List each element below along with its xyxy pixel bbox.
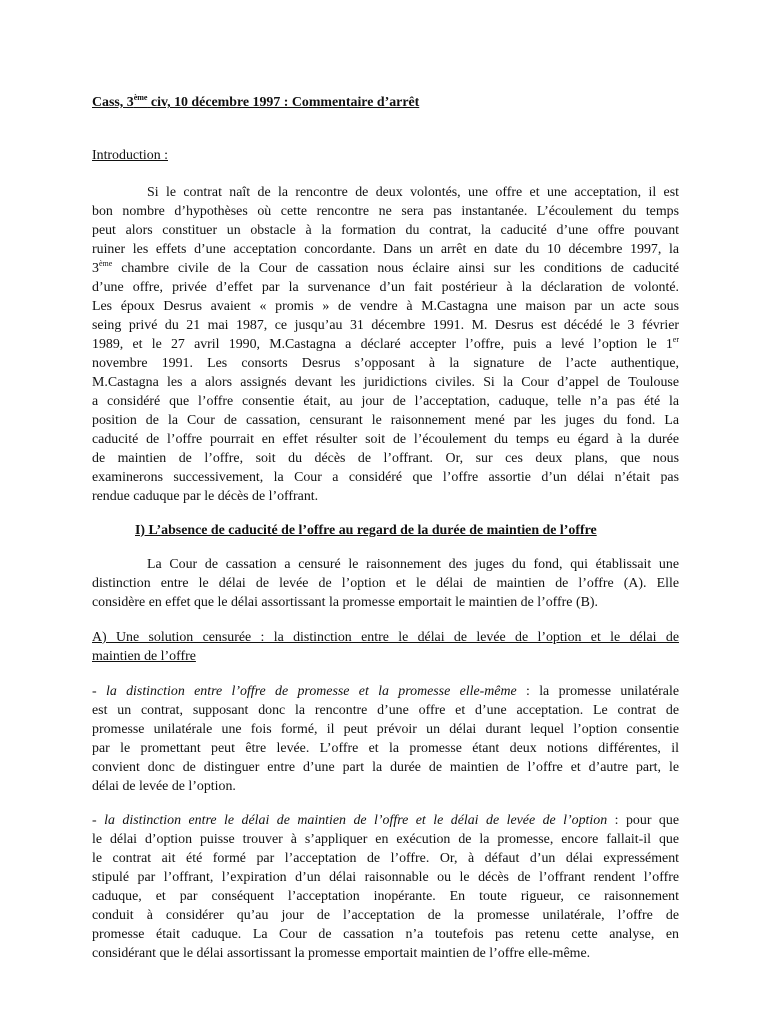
- document-title: Cass, 3ème civ, 10 décembre 1997 : Commentaire d’arrêt: [92, 93, 420, 110]
- paragraph-2-line: le contrat ait été formé par l’acceptation de l’offre. Or, à défaut d’un délai expressément: [92, 851, 679, 866]
- paragraph-1-line: convient donc de distinguer entre d’une part la durée de maintien de l’offre et d’autre part, le: [92, 760, 679, 775]
- intro-line: novembre 1991. Les consorts Desrus s’opposant à la signature de l’acte authentique,: [92, 356, 679, 371]
- intro-line: Si le contrat naît de la rencontre de deux volontés, une offre et une acceptation, il est: [147, 185, 679, 200]
- paragraph-1-line: est un contrat, supposant donc la rencontre d’une offre et d’une acceptation. Le contrat de: [92, 703, 679, 718]
- intro-line: Les époux Desrus avaient « promis » de vendre à M.Castagna une maison par un acte sous: [92, 299, 679, 314]
- paragraph-2-first-line: - la distinction entre le délai de maintien de l’offre et le délai de levée de l’option : pour que: [92, 813, 679, 828]
- intro-line: examinerons successivement, la Cour a considéré que l’offre assortie d’un délai n’était pas: [92, 470, 679, 485]
- intro-line: M.Castagna les a alors assignés devant les juridictions civiles. Si la Cour d’appel de Toulouse: [92, 375, 679, 390]
- paragraph-2-line: conduit à considérer qu’au jour de l’acceptation de la promesse unilatérale, l’offre de: [92, 908, 679, 923]
- part1-intro-line: distinction entre le délai de levée de l’option et le délai de maintien de l’offre (A). Elle: [92, 576, 679, 591]
- part1-heading: I) L’absence de caducité de l’offre au regard de la durée de maintien de l’offre: [135, 523, 597, 538]
- part1-intro-line: considère en effet que le délai assortissant la promesse emportait le maintien de l’offre (B).: [92, 595, 598, 610]
- section-a-heading-line: A) Une solution censurée : la distinction entre le délai de levée de l’option et le délai de: [92, 630, 679, 645]
- paragraph-2-line: stipulé par l’offrant, l’expiration d’un délai raisonnable ou le décès de l’offrant rendent l’offre: [92, 870, 679, 885]
- intro-line: caducité de l’offre pourrait en effet résulter soit de l’écoulement du temps eu égard à la durée: [92, 432, 679, 447]
- paragraph-2-line: considérant que le délai assortissant la promesse emportait maintien de l’offre elle-même.: [92, 946, 591, 961]
- paragraph-2-italic-lead: - la distinction entre le délai de maintien de l’offre et le délai de levée de l’option: [92, 813, 608, 828]
- paragraph-1-line: délai de levée de l’option.: [92, 779, 236, 794]
- intro-heading: Introduction :: [92, 148, 168, 163]
- intro-line: ruiner les effets d’une acceptation concordante. Dans un arrêt en date du 10 décembre 1997, la: [92, 242, 679, 257]
- section-a-heading-line: maintien de l’offre: [92, 649, 196, 664]
- intro-line: 3ème chambre civile de la Cour de cassation nous éclaire ainsi sur les conditions de caducité: [92, 259, 679, 276]
- paragraph-2-line: caduque, et par conséquent l’acceptation inopérante. En toute rigueur, ce raisonnement: [92, 889, 679, 904]
- paragraph-2-line: le délai d’option puisse trouver à s’appliquer en exécution de la promesse, encore fallait-il que: [92, 832, 679, 847]
- paragraph-1-first-line: - la distinction entre l’offre de promesse et la promesse elle-même : la promesse unilatérale: [92, 684, 679, 699]
- intro-line: bon nombre d’hypothèses où cette rencontre ne sera pas instantanée. L’écoulement du temps: [92, 204, 679, 219]
- intro-line: d’une offre, privée d’effet par la survenance d’un fait postérieur à la déclaration de volonté.: [92, 280, 679, 295]
- paragraph-2-line: promesse était caduque. La Cour de cassation n’a toutefois pas retenu cette analyse, en: [92, 927, 679, 942]
- part1-intro-line: La Cour de cassation a censuré le raisonnement des juges du fond, qui établissait une: [147, 557, 679, 572]
- paragraph-1-line: promesse unilatérale une fois formé, il peut prévoir un délai durant lequel l’option consentie: [92, 722, 679, 737]
- intro-line: 1989, et le 27 avril 1990, M.Castagna a déclaré accepter l’offre, puis a levé l’option le 1er: [92, 335, 679, 352]
- intro-line: position de la Cour de cassation, censurant le raisonnement mené par les juges du fond. La: [92, 413, 679, 428]
- intro-line: peut alors constituer un obstacle à la formation du contrat, la caducité d’une offre pouvant: [92, 223, 679, 238]
- intro-line: de maintien de l’offre, soit du décès de l’offrant. Or, sur ces deux plans, que nous: [92, 451, 679, 466]
- intro-line: seing privé du 21 mai 1987, ce jusqu’au 31 décembre 1991. M. Desrus est décédé le 3 février: [92, 318, 679, 333]
- intro-line: rendue caduque par le décès de l’offrant.: [92, 489, 319, 504]
- paragraph-1-line: par le promettant peut être levée. L’offre et la promesse étant deux notions différentes, il: [92, 741, 679, 756]
- paragraph-1-italic-lead: - la distinction entre l’offre de promesse et la promesse elle-même: [92, 684, 517, 699]
- intro-line: a considéré que l’offre consentie était, au jour de l’acceptation, caduque, telle n’a pas été la: [92, 394, 679, 409]
